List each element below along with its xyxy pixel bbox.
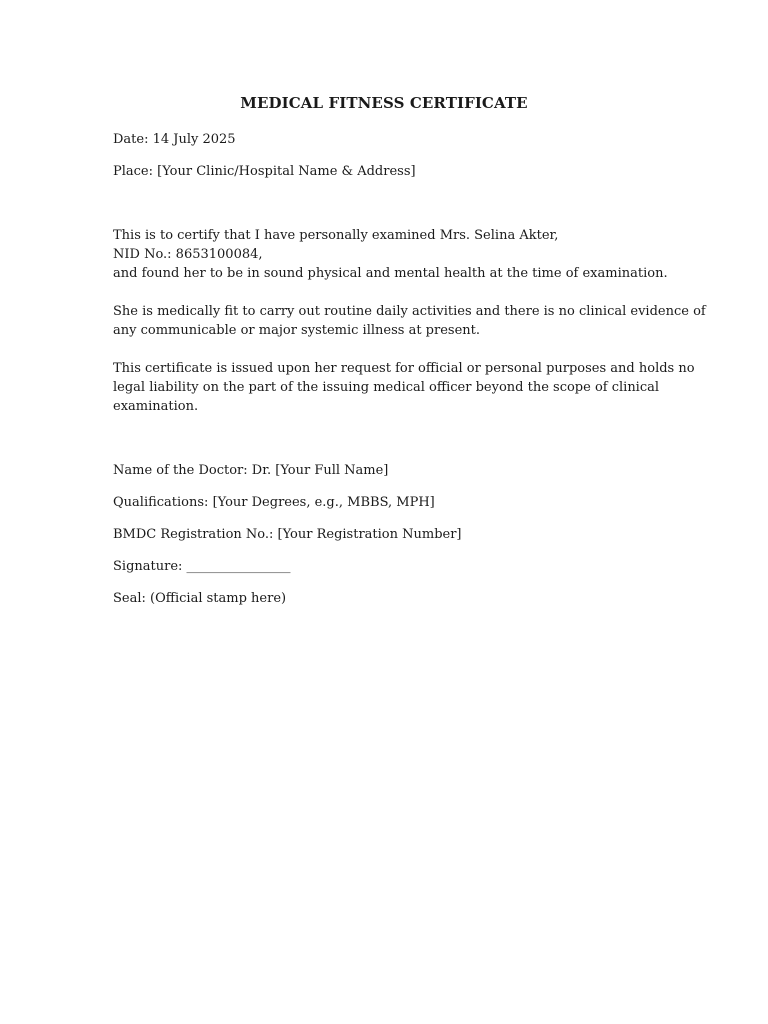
place-line: Place: [Your Clinic/Hospital Name & Address]	[113, 164, 416, 179]
certify-line-3: and found her to be in sound physical and mental health at the time of examination.	[113, 266, 668, 281]
signature-line: Signature: ________________	[113, 559, 291, 574]
date-line: Date: 14 July 2025	[113, 132, 236, 147]
fitness-line-2: any communicable or major systemic illness at present.	[113, 323, 481, 338]
liability-line-3: examination.	[113, 399, 199, 414]
nid-line: NID No.: 8653100084,	[113, 247, 263, 262]
seal-line: Seal: (Official stamp here)	[113, 591, 287, 606]
doctor-name-line: Name of the Doctor: Dr. [Your Full Name]	[113, 463, 389, 478]
certify-line-1: This is to certify that I have personally examined Mrs. Selina Akter,	[113, 228, 559, 243]
registration-line: BMDC Registration No.: [Your Registration Number]	[113, 527, 462, 542]
liability-line-1: This certificate is issued upon her request for official or personal purposes and holds no	[113, 361, 695, 376]
qualifications-line: Qualifications: [Your Degrees, e.g., MBBS, MPH]	[113, 495, 435, 510]
fitness-line-1: She is medically fit to carry out routine daily activities and there is no clinical evidence of	[113, 304, 706, 319]
certificate-title: MEDICAL FITNESS CERTIFICATE	[240, 94, 528, 112]
liability-line-2: legal liability on the part of the issuing medical officer beyond the scope of clinical	[113, 380, 660, 395]
